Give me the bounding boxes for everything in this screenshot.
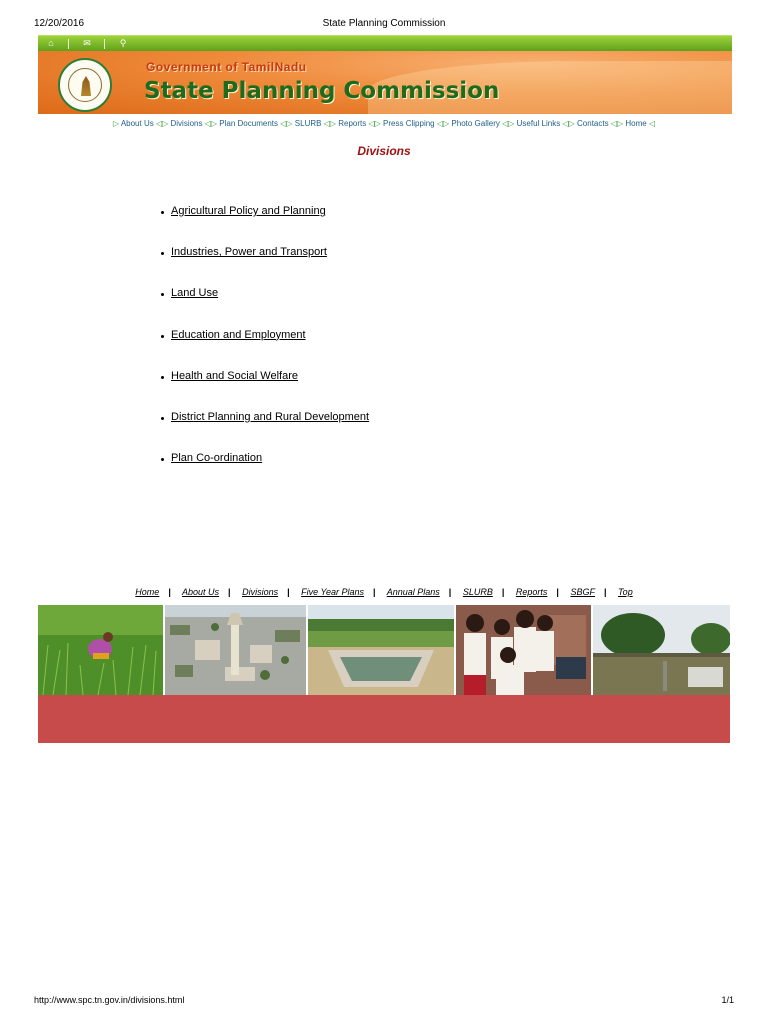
photo-water-tank xyxy=(308,605,454,695)
footer-separator: | xyxy=(556,587,559,597)
photo-aerial-town xyxy=(165,605,306,695)
list-item xyxy=(161,246,369,287)
students-computer-image xyxy=(456,605,591,695)
nav-arrow-icon: ◁▷ xyxy=(562,119,575,128)
division-link-district-planning[interactable]: District Planning and Rural Development xyxy=(171,410,370,423)
nav-arrow-icon: ◁▷ xyxy=(436,119,450,128)
header-banner xyxy=(38,51,732,114)
footer-link-five-year-plans[interactable]: Five Year Plans xyxy=(301,587,365,597)
footer-separator: | xyxy=(501,587,505,597)
nav-press-clipping[interactable]: Press Clipping xyxy=(383,119,435,128)
footer-link-home[interactable]: Home xyxy=(135,587,160,597)
nav-reports[interactable]: Reports xyxy=(338,119,367,128)
search-icon[interactable]: ⚲ xyxy=(119,38,127,48)
nav-arrow-icon: ▷ xyxy=(112,119,120,128)
print-title: State Planning Commission xyxy=(322,18,446,29)
footer-link-divisions[interactable]: Divisions xyxy=(242,587,279,597)
page-title: Divisions xyxy=(357,144,411,158)
nav-plan-documents[interactable]: Plan Documents xyxy=(219,119,278,128)
photo-farmer-field xyxy=(38,605,163,695)
footer-link-reports[interactable]: Reports xyxy=(515,587,548,597)
division-link-plan-coordination[interactable]: Plan Co-ordination xyxy=(171,452,263,465)
footer-band xyxy=(38,695,730,743)
water-tank-image xyxy=(308,605,454,695)
division-link-education[interactable]: Education and Employment xyxy=(171,328,306,341)
nav-arrow-icon: ◁▷ xyxy=(155,119,169,128)
site-title: State Planning Commission xyxy=(144,78,500,104)
tamilnadu-emblem-logo[interactable] xyxy=(58,58,112,112)
footer-nav xyxy=(0,587,768,597)
top-bar-divider xyxy=(68,39,69,49)
list-item xyxy=(161,205,369,246)
division-link-land-use[interactable]: Land Use xyxy=(171,287,219,300)
top-bar-divider xyxy=(104,39,105,49)
nav-arrow-icon: ◁▷ xyxy=(502,119,515,128)
photo-lake-trees xyxy=(593,605,730,695)
photo-students-computer xyxy=(456,605,591,695)
list-item xyxy=(161,452,369,493)
bullet-icon xyxy=(161,335,164,338)
nav-useful-links[interactable]: Useful Links xyxy=(516,119,561,128)
nav-arrow-icon: ◁▷ xyxy=(368,119,381,128)
footer-separator: | xyxy=(168,587,171,597)
division-link-health[interactable]: Health and Social Welfare xyxy=(171,369,298,382)
bullet-icon xyxy=(161,252,164,255)
footer-link-top[interactable]: Top xyxy=(618,587,633,597)
footer-link-about-us[interactable]: About Us xyxy=(182,587,220,597)
lake-trees-image xyxy=(593,605,730,695)
footer-link-annual-plans[interactable]: Annual Plans xyxy=(386,587,440,597)
footer-separator: | xyxy=(287,587,290,597)
top-icon-bar xyxy=(38,35,732,51)
nav-slurb[interactable]: SLURB xyxy=(294,119,322,128)
nav-arrow-icon: ◁▷ xyxy=(323,119,337,128)
nav-divisions[interactable]: Divisions xyxy=(170,119,203,128)
government-text: Government of TamilNadu xyxy=(146,60,307,74)
home-icon[interactable]: ⌂ xyxy=(48,38,54,48)
divisions-list xyxy=(161,205,369,493)
page-url: http://www.spc.tn.gov.in/divisions.html xyxy=(34,995,185,1005)
nav-arrow-icon: ◁ xyxy=(648,119,656,128)
footer-separator: | xyxy=(373,587,376,597)
division-link-industries[interactable]: Industries, Power and Transport xyxy=(171,246,327,259)
bullet-icon xyxy=(161,458,164,461)
bullet-icon xyxy=(161,417,164,420)
footer-separator: | xyxy=(448,587,452,597)
temple-gopuram-icon xyxy=(81,76,91,96)
nav-home[interactable]: Home xyxy=(625,119,647,128)
farmer-field-image xyxy=(38,605,163,695)
bullet-icon xyxy=(161,376,164,379)
nav-arrow-icon: ◁▷ xyxy=(280,119,293,128)
nav-photo-gallery[interactable]: Photo Gallery xyxy=(451,119,500,128)
photo-strip xyxy=(38,605,730,695)
page-number: 1/1 xyxy=(721,995,734,1005)
footer-separator: | xyxy=(603,587,607,597)
print-date: 12/20/2016 xyxy=(34,18,85,29)
footer-link-sbgf[interactable]: SBGF xyxy=(570,587,595,597)
nav-arrow-icon: ◁▷ xyxy=(204,119,218,128)
nav-contacts[interactable]: Contacts xyxy=(577,119,609,128)
list-item xyxy=(161,370,369,411)
list-item xyxy=(161,329,369,370)
division-link-agricultural[interactable]: Agricultural Policy and Planning xyxy=(171,205,326,217)
list-item xyxy=(161,411,369,452)
aerial-town-image xyxy=(165,605,306,695)
nav-about-us[interactable]: About Us xyxy=(120,119,154,128)
main-nav xyxy=(0,119,768,128)
emblem-ring xyxy=(68,68,102,102)
footer-link-slurb[interactable]: SLURB xyxy=(462,587,493,597)
mail-icon[interactable]: ✉ xyxy=(83,38,91,48)
bullet-icon xyxy=(161,211,164,214)
nav-arrow-icon: ◁▷ xyxy=(610,119,624,128)
footer-separator: | xyxy=(228,587,231,597)
bullet-icon xyxy=(161,293,164,296)
list-item xyxy=(161,287,369,328)
